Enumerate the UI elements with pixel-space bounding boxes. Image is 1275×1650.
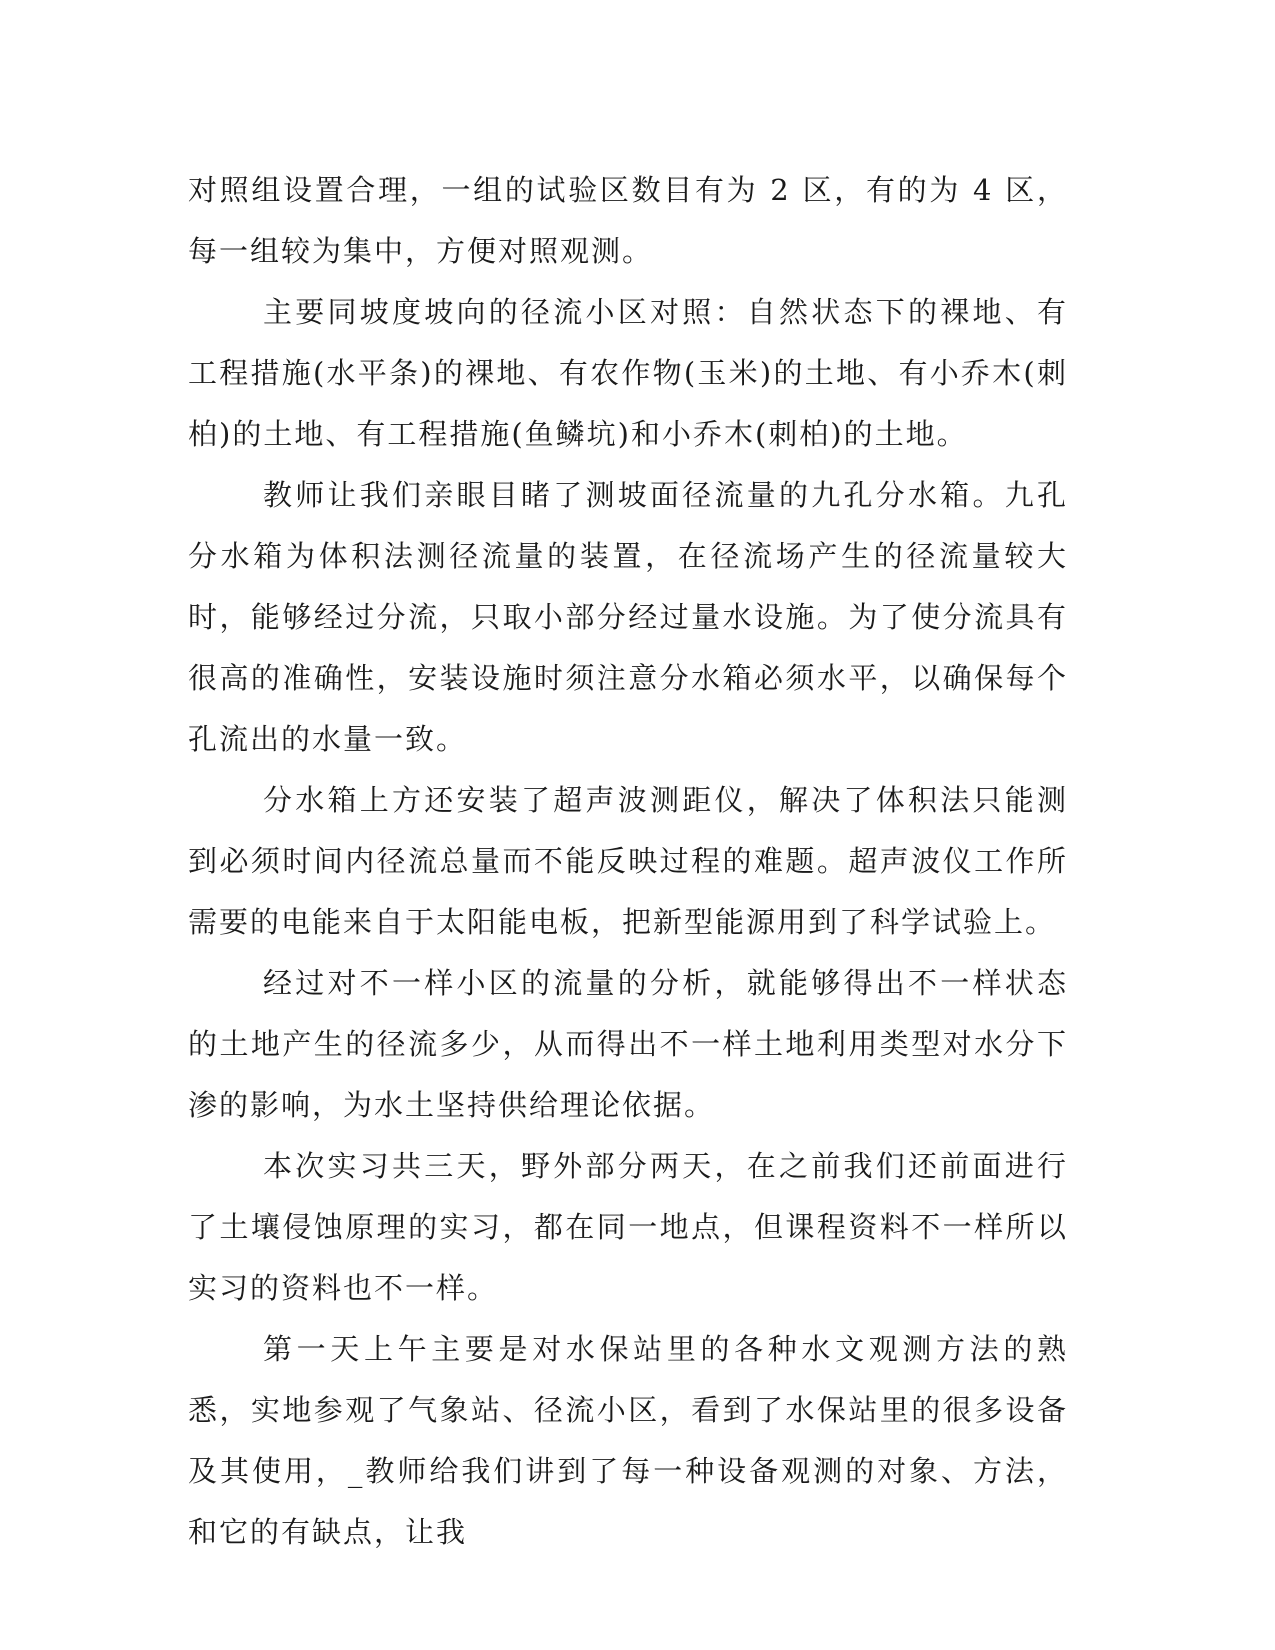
paragraph-4: 分水箱上方还安装了超声波测距仪，解决了体积法只能测到必须时间内径流总量而不能反映过程的难题。超声波仪工作所需要的电能来自于太阳能电板，把新型能源用到了科学试验上。 <box>188 783 1068 939</box>
paragraph-2: 主要同坡度坡向的径流小区对照：自然状态下的裸地、有工程措施(水平条)的裸地、有农作物(玉米)的土地、有小乔木(刺柏)的土地、有工程措施(鱼鳞坑)和小乔木(刺柏)的土地。 <box>188 295 1068 451</box>
paragraph-7: 第一天上午主要是对水保站里的各种水文观测方法的熟悉，实地参观了气象站、径流小区，看到了水保站里的很多设备及其使用，_教师给我们讲到了每一种设备观测的对象、方法，和它的有缺点，让我 <box>188 1332 1068 1549</box>
paragraph-5: 经过对不一样小区的流量的分析，就能够得出不一样状态的土地产生的径流多少，从而得出不一样土地利用类型对水分下渗的影响，为水土坚持供给理论依据。 <box>188 966 1068 1122</box>
paragraph-1: 对照组设置合理，一组的试验区数目有为 2 区，有的为 4 区，每一组较为集中，方便对照观测。 <box>188 173 1068 268</box>
body-text <box>188 160 1068 1563</box>
paragraph-3: 教师让我们亲眼目睹了测坡面径流量的九孔分水箱。九孔分水箱为体积法测径流量的装置，在径流场产生的径流量较大时，能够经过分流，只取小部分经过量水设施。为了使分流具有很高的准确性，安装设施时须注意分水箱必须水平，以确保每个孔流出的水量一致。 <box>188 478 1068 756</box>
paragraph-6: 本次实习共三天，野外部分两天，在之前我们还前面进行了土壤侵蚀原理的实习，都在同一地点，但课程资料不一样所以实习的资料也不一样。 <box>188 1149 1068 1305</box>
